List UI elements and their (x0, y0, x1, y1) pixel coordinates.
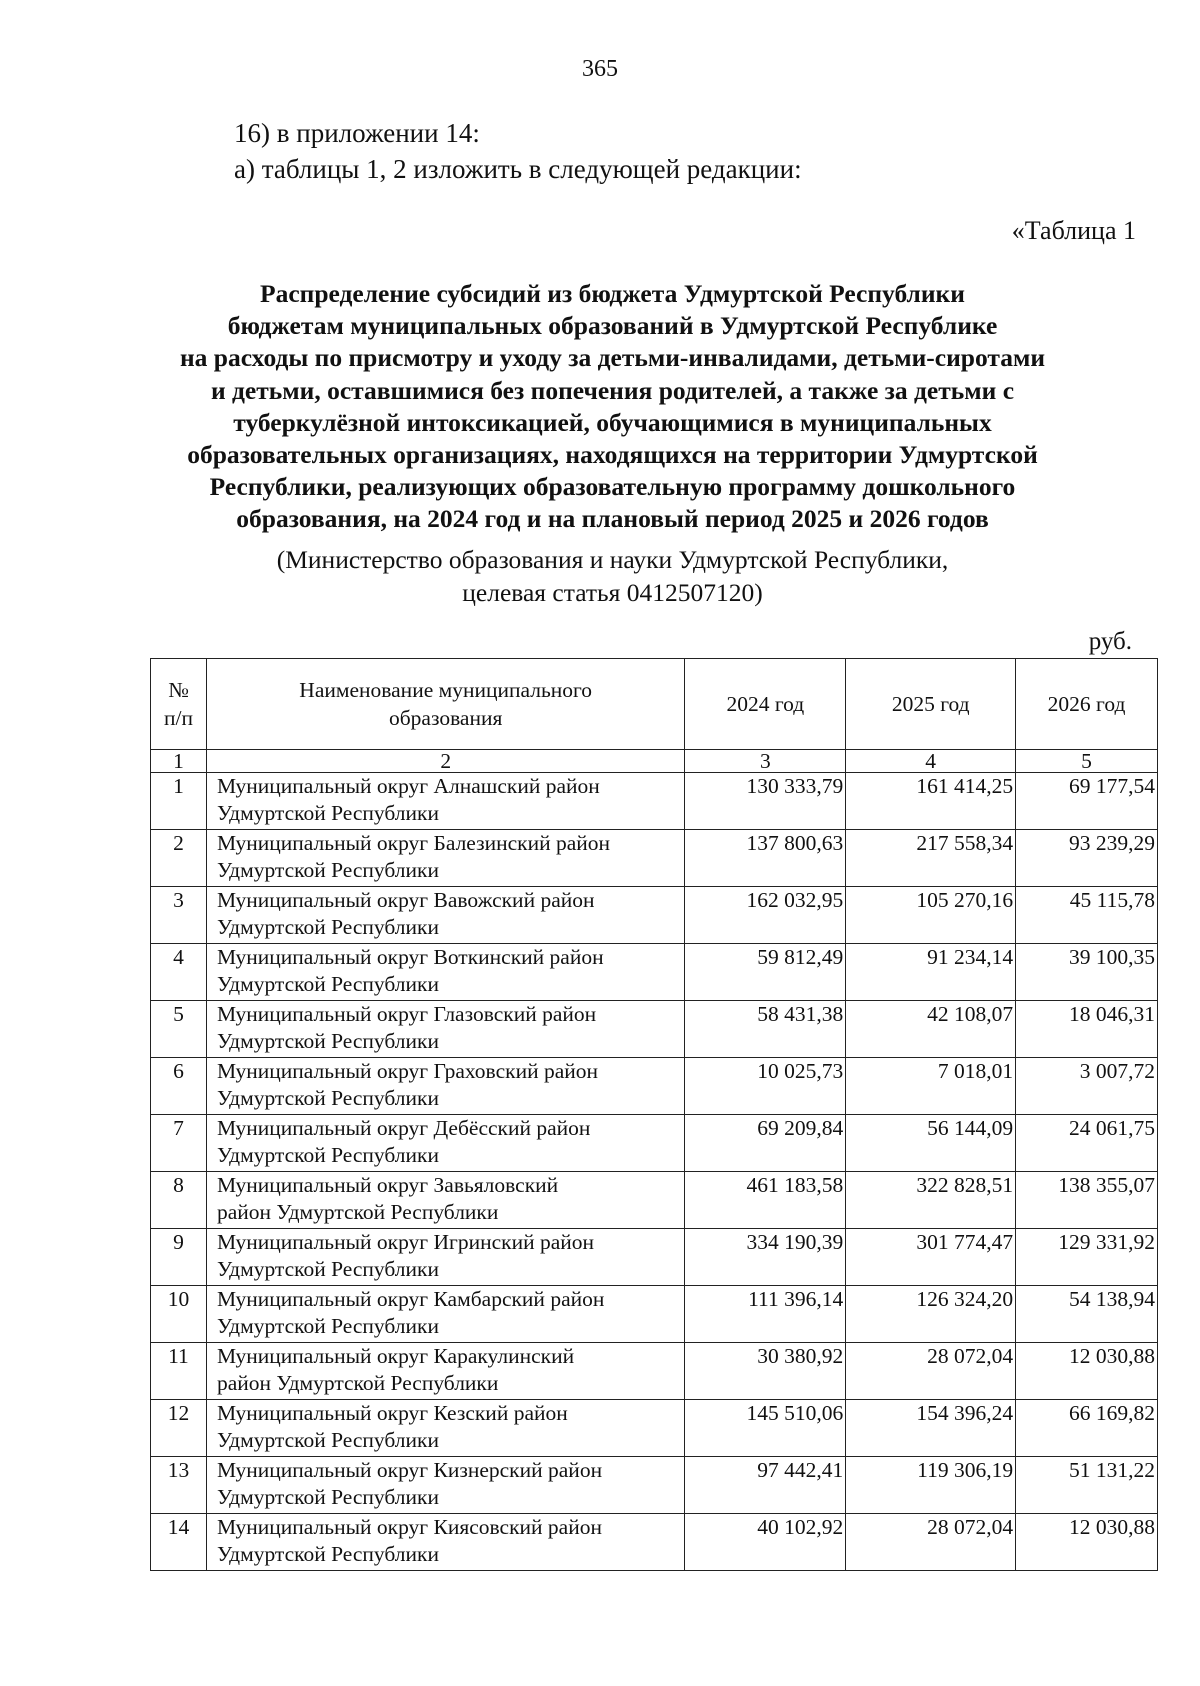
table-row (151, 1115, 1158, 1172)
value-2024: 145 510,06 (685, 1400, 846, 1457)
header-2026: 2026 год (1016, 659, 1158, 750)
value-2024: 10 025,73 (685, 1058, 846, 1115)
column-number: 2 (206, 750, 685, 773)
municipality-name-line: Удмуртской Республики (216, 915, 439, 939)
heading-line: образовательных организациях, находящихся на территории Удмуртской (187, 440, 1038, 470)
value-2026: 12 030,88 (1016, 1514, 1158, 1571)
municipality-name-line: район Удмуртской Республики (216, 1200, 499, 1224)
value-2026: 138 355,07 (1016, 1172, 1158, 1229)
row-number: 12 (151, 1400, 207, 1457)
municipality-name-line: Муниципальный округ Граховский район (216, 1059, 599, 1083)
table-row (151, 773, 1158, 830)
value-2024: 162 032,95 (685, 887, 846, 944)
heading-line: образования, на 2024 год и на плановый период 2025 и 2026 годов (236, 504, 989, 534)
municipality-name (206, 1058, 685, 1115)
header-name-line: образования (388, 706, 503, 730)
table-row (151, 887, 1158, 944)
value-2026: 45 115,78 (1016, 887, 1158, 944)
heading-line: туберкулёзной интоксикацией, обучающимися в муниципальных (233, 407, 992, 437)
row-number: 1 (151, 773, 207, 830)
value-2025: 322 828,51 (846, 1172, 1016, 1229)
municipality-name-line: Удмуртской Республики (216, 1542, 439, 1566)
table-row (151, 1001, 1158, 1058)
heading-line: Республики, реализующих образовательную программу дошкольного (209, 472, 1016, 502)
value-2025: 91 234,14 (846, 944, 1016, 1001)
value-2025: 56 144,09 (846, 1115, 1016, 1172)
municipality-name (206, 1457, 685, 1514)
column-number: 4 (846, 750, 1016, 773)
table-row (151, 1286, 1158, 1343)
value-2024: 130 333,79 (685, 773, 846, 830)
table-row (151, 1058, 1158, 1115)
value-2024: 40 102,92 (685, 1514, 846, 1571)
page-number: 365 (582, 56, 618, 82)
value-2026: 66 169,82 (1016, 1400, 1158, 1457)
heading-line: на расходы по присмотру и уходу за детьми-инвалидами, детьми-сиротами (179, 343, 1046, 373)
table-label: «Таблица 1 (1011, 216, 1136, 245)
table-row (151, 1343, 1158, 1400)
row-number: 2 (151, 830, 207, 887)
table-heading (100, 278, 1125, 536)
header-2024: 2024 год (685, 659, 846, 750)
value-2025: 217 558,34 (846, 830, 1016, 887)
value-2025: 126 324,20 (846, 1286, 1016, 1343)
municipality-name-line: Муниципальный округ Воткинский район (216, 945, 604, 969)
table-row (151, 1400, 1158, 1457)
row-number: 10 (151, 1286, 207, 1343)
municipality-name-line: Удмуртской Республики (216, 1257, 439, 1281)
value-2024: 30 380,92 (685, 1343, 846, 1400)
municipality-name-line: Удмуртской Республики (216, 1314, 439, 1338)
value-2025: 28 072,04 (846, 1343, 1016, 1400)
municipality-name-line: Муниципальный округ Балезинский район (216, 831, 611, 855)
header-name (206, 659, 685, 750)
row-number: 5 (151, 1001, 207, 1058)
table-row (151, 1514, 1158, 1571)
value-2026: 18 046,31 (1016, 1001, 1158, 1058)
municipality-name (206, 1514, 685, 1571)
municipality-name-line: Муниципальный округ Кизнерский район (216, 1458, 603, 1482)
value-2024: 97 442,41 (685, 1457, 846, 1514)
header-name-line: Наименование муниципального (299, 678, 593, 702)
municipality-name (206, 773, 685, 830)
municipality-name-line: Муниципальный округ Вавожский район (216, 888, 595, 912)
row-number: 4 (151, 944, 207, 1001)
column-number: 3 (685, 750, 846, 773)
table-row (151, 830, 1158, 887)
municipality-name-line: Муниципальный округ Игринский район (216, 1230, 595, 1254)
heading-line: и детьми, оставшимися без попечения родителей, а также за детьми с (210, 375, 1015, 405)
subsidy-table (150, 658, 1158, 1571)
value-2024: 334 190,39 (685, 1229, 846, 1286)
value-2026: 12 030,88 (1016, 1343, 1158, 1400)
value-2025: 119 306,19 (846, 1457, 1016, 1514)
table-header-row (151, 659, 1158, 750)
value-2026: 93 239,29 (1016, 830, 1158, 887)
municipality-name-line: Удмуртской Республики (216, 1143, 439, 1167)
column-number: 1 (151, 750, 207, 773)
column-number: 5 (1016, 750, 1158, 773)
municipality-name (206, 1400, 685, 1457)
municipality-name-line: район Удмуртской Республики (216, 1371, 499, 1395)
municipality-name-line: Удмуртской Республики (216, 1485, 439, 1509)
value-2024: 69 209,84 (685, 1115, 846, 1172)
municipality-name (206, 830, 685, 887)
value-2025: 301 774,47 (846, 1229, 1016, 1286)
value-2026: 69 177,54 (1016, 773, 1158, 830)
municipality-name-line: Удмуртской Республики (216, 972, 439, 996)
municipality-name-line: Удмуртской Республики (216, 1086, 439, 1110)
row-number: 7 (151, 1115, 207, 1172)
column-number-row (151, 750, 1158, 773)
heading-line: Распределение субсидий из бюджета Удмуртской Республики (260, 279, 965, 308)
municipality-name (206, 1115, 685, 1172)
value-2026: 129 331,92 (1016, 1229, 1158, 1286)
header-number-line: п/п (163, 706, 193, 730)
municipality-name (206, 1343, 685, 1400)
table-subheading (100, 543, 1125, 609)
header-number (151, 659, 207, 750)
amendment-item: 16) в приложении 14: (234, 118, 480, 148)
value-2024: 59 812,49 (685, 944, 846, 1001)
table-row (151, 1457, 1158, 1514)
municipality-name (206, 887, 685, 944)
table-row (151, 944, 1158, 1001)
row-number: 14 (151, 1514, 207, 1571)
value-2024: 111 396,14 (685, 1286, 846, 1343)
municipality-name (206, 1001, 685, 1058)
value-2025: 28 072,04 (846, 1514, 1016, 1571)
municipality-name-line: Муниципальный округ Кезский район (216, 1401, 568, 1425)
value-2025: 105 270,16 (846, 887, 1016, 944)
municipality-name-line: Муниципальный округ Каракулинский (216, 1344, 575, 1368)
row-number: 11 (151, 1343, 207, 1400)
municipality-name-line: Удмуртской Республики (216, 858, 439, 882)
header-number-line: № (168, 678, 189, 702)
value-2026: 39 100,35 (1016, 944, 1158, 1001)
municipality-name (206, 1172, 685, 1229)
municipality-name-line: Муниципальный округ Алнашский район (216, 774, 600, 798)
municipality-name (206, 1286, 685, 1343)
table-row (151, 1229, 1158, 1286)
currency-unit: руб. (1088, 628, 1132, 655)
municipality-name-line: Муниципальный округ Завьяловский (216, 1173, 559, 1197)
municipality-name-line: Удмуртской Республики (216, 1428, 439, 1452)
subheading-line: целевая статья 0412507120) (462, 578, 763, 607)
value-2025: 7 018,01 (846, 1058, 1016, 1115)
value-2026: 54 138,94 (1016, 1286, 1158, 1343)
municipality-name-line: Муниципальный округ Глазовский район (216, 1002, 597, 1026)
row-number: 9 (151, 1229, 207, 1286)
heading-line: бюджетам муниципальных образований в Удмуртской Республике (227, 311, 998, 341)
value-2024: 137 800,63 (685, 830, 846, 887)
municipality-name-line: Удмуртской Республики (216, 801, 439, 825)
row-number: 8 (151, 1172, 207, 1229)
value-2026: 3 007,72 (1016, 1058, 1158, 1115)
amendment-subitem: а) таблицы 1, 2 изложить в следующей редакции: (234, 154, 802, 184)
municipality-name (206, 1229, 685, 1286)
municipality-name-line: Муниципальный округ Камбарский район (216, 1287, 605, 1311)
header-2025: 2025 год (846, 659, 1016, 750)
value-2026: 24 061,75 (1016, 1115, 1158, 1172)
value-2025: 161 414,25 (846, 773, 1016, 830)
row-number: 3 (151, 887, 207, 944)
row-number: 13 (151, 1457, 207, 1514)
subheading-line: (Министерство образования и науки Удмуртской Республики, (276, 545, 949, 574)
municipality-name-line: Муниципальный округ Дебёсский район (216, 1116, 591, 1140)
table-row (151, 1172, 1158, 1229)
municipality-name-line: Муниципальный округ Киясовский район (216, 1515, 602, 1539)
municipality-name-line: Удмуртской Республики (216, 1029, 439, 1053)
row-number: 6 (151, 1058, 207, 1115)
value-2025: 154 396,24 (846, 1400, 1016, 1457)
municipality-name (206, 944, 685, 1001)
value-2025: 42 108,07 (846, 1001, 1016, 1058)
value-2024: 461 183,58 (685, 1172, 846, 1229)
value-2026: 51 131,22 (1016, 1457, 1158, 1514)
value-2024: 58 431,38 (685, 1001, 846, 1058)
